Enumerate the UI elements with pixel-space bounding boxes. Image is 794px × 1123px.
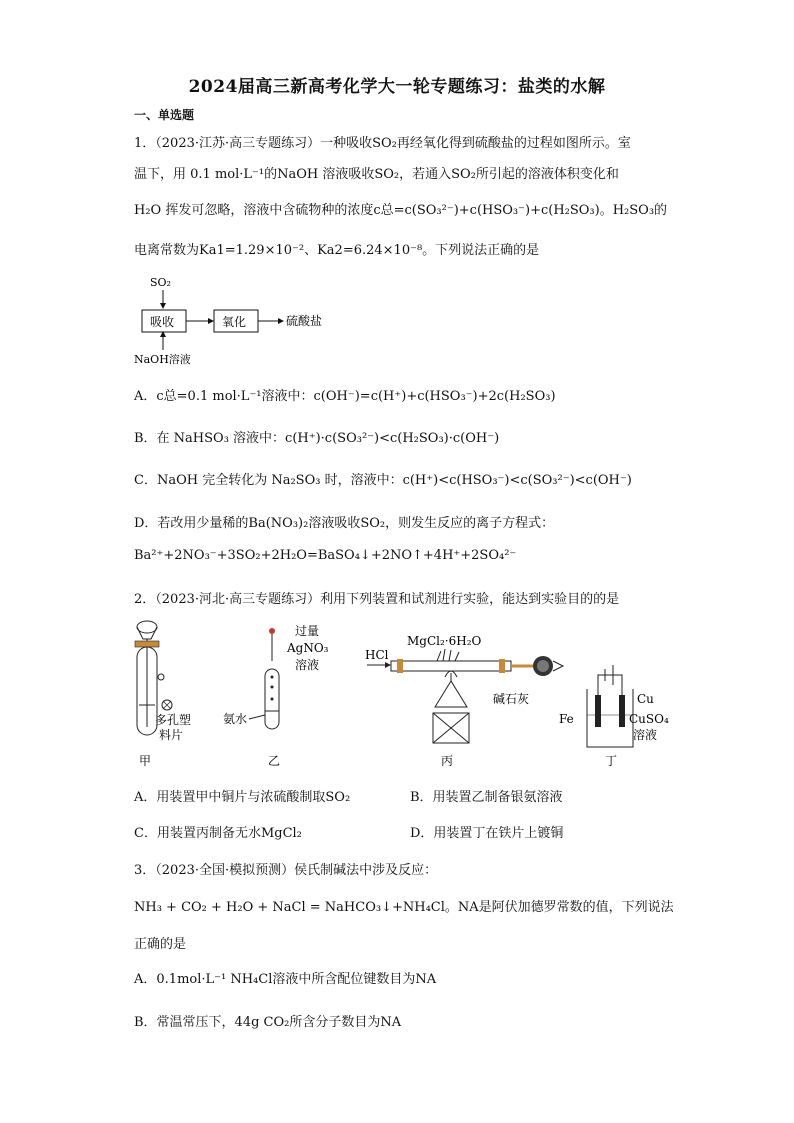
q2-option-a: A．用装置甲中铜片与浓硫酸制取SO₂: [134, 790, 351, 805]
jia-label-2: 料片: [159, 728, 184, 742]
yi-top-label-2: AgNO₃: [287, 641, 329, 655]
q1-flow-diagram: [130, 270, 370, 370]
yi-top-label-1: 过量: [295, 624, 320, 638]
apparatus-jia: [135, 621, 191, 768]
q1-line-3: H₂O 挥发可忽略，溶液中含硫物种的浓度c总=c(SO₃²⁻)+c(HSO₃⁻)+c(H₂SO₃)。H₂SO₃的: [134, 203, 668, 218]
q1-line-2: 温下，用 0.1 mol·L⁻¹的NaOH 溶液吸收SO₂，若通入SO₂所引起的溶液体积变化和: [134, 167, 619, 182]
q1-line-4: 电离常数为Ka1=1.29×10⁻²、Ka2=6.24×10⁻⁸。下列说法正确的是: [134, 243, 540, 258]
jia-label-1: 多孔塑: [155, 713, 192, 727]
bing-side-label: 碱石灰: [493, 692, 530, 706]
bing-hcl-label: HCl: [365, 648, 389, 662]
q2-apparatus-figure: [125, 615, 685, 775]
caption-jia: 甲: [139, 754, 152, 768]
q2-option-b: B．用装置乙制备银氨溶液: [410, 790, 563, 805]
flow-top-reagent: SO₂: [150, 276, 171, 289]
flow-step1-label: 吸收: [150, 315, 175, 329]
q3-line-2: NH₃ + CO₂ + H₂O + NaCl = NaHCO₃↓+NH₄Cl。NA是阿伏加德罗常数的值，下列说法: [134, 900, 674, 915]
q3-line-1: 3．（2023·全国·模拟预测）侯氏制碱法中涉及反应：: [134, 863, 438, 878]
q1-option-b: B．在 NaHSO₃ 溶液中：c(H⁺)·c(SO₃²⁻)<c(H₂SO₃)·c(OH⁻): [134, 431, 500, 446]
q2-line-1: 2．（2023·河北·高三专题练习）利用下列装置和试剂进行实验，能达到实验目的的是: [134, 592, 620, 607]
apparatus-ding: [559, 665, 669, 768]
yi-top-label-3: 溶液: [295, 658, 320, 672]
bing-top-label: MgCl₂·6H₂O: [407, 634, 482, 648]
apparatus-bing: [365, 634, 563, 768]
q1-option-c: C．NaOH 完全转化为 Na₂SO₃ 时，溶液中：c(H⁺)<c(HSO₃⁻)<c(SO₃²⁻)<c(OH⁻): [134, 473, 632, 488]
q3-line-3: 正确的是: [134, 937, 187, 952]
yi-side-label: 氨水: [223, 712, 248, 726]
section-heading: 一、单选题: [134, 108, 195, 122]
q1-line-1: 1．（2023·江苏·高三专题练习）一种吸收SO₂再经氧化得到硫酸盐的过程如图所示。室: [134, 136, 631, 151]
caption-yi: 乙: [268, 754, 281, 768]
ding-solution-label: 溶液: [633, 728, 658, 742]
q1-option-d-equation: Ba²⁺+2NO₃⁻+3SO₂+2H₂O=BaSO₄↓+2NO↑+4H⁺+2SO₄²⁻: [134, 548, 517, 563]
flow-product: 硫酸盐: [286, 314, 323, 328]
ding-fe-label: Fe: [559, 712, 574, 726]
q1-option-a: A．c总=0.1 mol·L⁻¹溶液中：c(OH⁻)=c(H⁺)+c(HSO₃⁻)+2c(H₂SO₃): [134, 389, 556, 404]
flow-step2-label: 氧化: [222, 315, 247, 329]
ding-cu-label: Cu: [637, 692, 654, 706]
apparatus-yi: [223, 623, 329, 768]
ding-cuso4-label: CuSO₄: [629, 712, 669, 726]
q3-option-b: B．常温常压下，44g CO₂所含分子数目为NA: [134, 1015, 402, 1030]
caption-ding: 丁: [605, 754, 618, 768]
q2-option-c: C．用装置丙制备无水MgCl₂: [134, 826, 302, 841]
caption-bing: 丙: [441, 754, 454, 768]
q2-option-d: D．用装置丁在铁片上镀铜: [410, 826, 564, 841]
flow-bottom-reagent: NaOH溶液: [134, 353, 191, 366]
q3-option-a: A．0.1mol·L⁻¹ NH₄Cl溶液中所含配位键数目为NA: [134, 972, 437, 987]
q1-option-d: D．若改用少量稀的Ba(NO₃)₂溶液吸收SO₂，则发生反应的离子方程式：: [134, 516, 555, 531]
page-title: 2024届高三新高考化学大一轮专题练习：盐类的水解: [188, 77, 606, 97]
